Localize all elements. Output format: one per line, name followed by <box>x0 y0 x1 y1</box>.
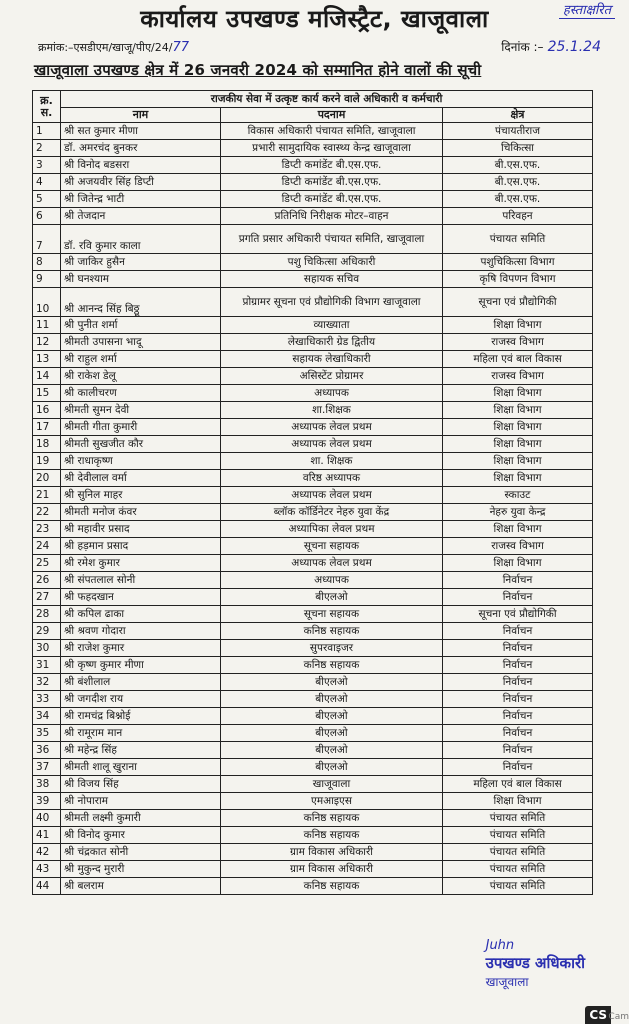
row-sn: 36 <box>33 742 61 759</box>
row-name: श्री महावीर प्रसाद <box>61 521 221 538</box>
table-row <box>33 589 593 606</box>
row-name: श्री राधाकृष्ण <box>61 453 221 470</box>
table-row <box>33 555 593 572</box>
table-body <box>33 123 593 895</box>
table-row <box>33 351 593 368</box>
row-sn: 13 <box>33 351 61 368</box>
row-area: पंचायत समिति <box>443 827 593 844</box>
table-row <box>33 623 593 640</box>
row-area: महिला एवं बाल विकास <box>443 776 593 793</box>
row-name: श्रीमती लक्ष्मी कुमारी <box>61 810 221 827</box>
row-sn: 3 <box>33 157 61 174</box>
table-row <box>33 225 593 254</box>
table-row <box>33 572 593 589</box>
row-name: श्री विनोद कुमार <box>61 827 221 844</box>
row-name: श्री देवीलाल वर्मा <box>61 470 221 487</box>
table-row <box>33 793 593 810</box>
row-designation: डिप्टी कमांडेंट बी.एस.एफ. <box>221 191 443 208</box>
date-line <box>501 38 601 55</box>
row-sn: 14 <box>33 368 61 385</box>
row-area: निर्वाचन <box>443 708 593 725</box>
table-row <box>33 419 593 436</box>
row-designation: एमआइएस <box>221 793 443 810</box>
row-sn: 31 <box>33 657 61 674</box>
row-name: श्री रमेश कुमार <box>61 555 221 572</box>
row-name: श्री पुनीत शर्मा <box>61 317 221 334</box>
row-designation: लेखाधिकारी ग्रेड द्वितीय <box>221 334 443 351</box>
row-sn: 37 <box>33 759 61 776</box>
row-designation: सूचना सहायक <box>221 606 443 623</box>
row-sn: 42 <box>33 844 61 861</box>
row-sn: 10 <box>33 288 61 317</box>
table-row <box>33 288 593 317</box>
row-designation: कनिष्ठ सहायक <box>221 623 443 640</box>
table-row <box>33 254 593 271</box>
row-sn: 15 <box>33 385 61 402</box>
row-area: शिक्षा विभाग <box>443 419 593 436</box>
row-designation: अध्यापक लेवल प्रथम <box>221 487 443 504</box>
row-area: पंचायत समिति <box>443 861 593 878</box>
table-row <box>33 470 593 487</box>
row-designation: बीएलओ <box>221 589 443 606</box>
row-sn: 26 <box>33 572 61 589</box>
row-name: श्री विजय सिंह <box>61 776 221 793</box>
row-designation: डिप्टी कमांडेंट बी.एस.एफ. <box>221 157 443 174</box>
row-sn: 27 <box>33 589 61 606</box>
table-row <box>33 606 593 623</box>
table-row <box>33 691 593 708</box>
signatory-place: खाजूवाला <box>485 975 529 989</box>
row-area: बी.एस.एफ. <box>443 157 593 174</box>
row-sn: 21 <box>33 487 61 504</box>
row-area: निर्वाचन <box>443 657 593 674</box>
row-designation: वरिष्ठ अध्यापक <box>221 470 443 487</box>
row-sn: 34 <box>33 708 61 725</box>
row-designation: प्रतिनिधि निरीक्षक मोटर–वाहन <box>221 208 443 225</box>
row-sn: 28 <box>33 606 61 623</box>
row-area: निर्वाचन <box>443 572 593 589</box>
row-name: श्री आनन्द सिंह बिठ्ठू <box>61 288 221 317</box>
row-designation: बीएलओ <box>221 708 443 725</box>
row-name: श्री कृष्ण कुमार मीणा <box>61 657 221 674</box>
row-sn: 38 <box>33 776 61 793</box>
row-name: श्री महेन्द्र सिंह <box>61 742 221 759</box>
row-designation: डिप्टी कमांडेंट बी.एस.एफ. <box>221 174 443 191</box>
row-area: शिक्षा विभाग <box>443 793 593 810</box>
row-designation: ग्राम विकास अधिकारी <box>221 861 443 878</box>
row-designation: अध्यापक लेवल प्रथम <box>221 436 443 453</box>
row-name: श्री जाकिर हुसैन <box>61 254 221 271</box>
table-row <box>33 334 593 351</box>
row-area: सूचना एवं प्रौद्योगिकी <box>443 288 593 317</box>
table-row <box>33 157 593 174</box>
row-sn: 19 <box>33 453 61 470</box>
signatory-role: उपखण्ड अधिकारी <box>485 954 585 972</box>
table-row <box>33 453 593 470</box>
table-row <box>33 368 593 385</box>
table-row <box>33 742 593 759</box>
row-name: श्री कालीचरण <box>61 385 221 402</box>
row-area: शिक्षा विभाग <box>443 470 593 487</box>
row-area: निर्वाचन <box>443 742 593 759</box>
row-sn: 6 <box>33 208 61 225</box>
row-name: श्री विनोद बडसरा <box>61 157 221 174</box>
row-name: श्रीमती उपासना भादू <box>61 334 221 351</box>
row-designation: अध्यापिका लेवल प्रथम <box>221 521 443 538</box>
row-designation: बीएलओ <box>221 742 443 759</box>
row-sn: 23 <box>33 521 61 538</box>
table-row <box>33 402 593 419</box>
row-area: पंचायत समिति <box>443 878 593 895</box>
row-designation: अध्यापक <box>221 572 443 589</box>
row-sn: 44 <box>33 878 61 895</box>
table-row <box>33 271 593 288</box>
row-sn: 29 <box>33 623 61 640</box>
table-row <box>33 123 593 140</box>
row-designation: प्रगति प्रसार अधिकारी पंचायत समिति, खाजूवाला <box>221 225 443 254</box>
row-name: श्री मुकुन्द मुरारी <box>61 861 221 878</box>
row-name: श्री नोपाराम <box>61 793 221 810</box>
table-row <box>33 487 593 504</box>
row-sn: 22 <box>33 504 61 521</box>
header-designation: पदनाम <box>221 108 443 123</box>
row-designation: कनिष्ठ सहायक <box>221 657 443 674</box>
row-area: निर्वाचन <box>443 674 593 691</box>
row-area: शिक्षा विभाग <box>443 402 593 419</box>
row-name: श्रीमती गीता कुमारी <box>61 419 221 436</box>
row-area: बी.एस.एफ. <box>443 191 593 208</box>
row-area: निर्वाचन <box>443 725 593 742</box>
reference-prefix: क्रमांक:–एसडीएम/खाजू/पीए/24/ <box>38 41 173 54</box>
table-row <box>33 140 593 157</box>
table-header-row <box>33 108 593 123</box>
row-name: श्री कपिल ढाका <box>61 606 221 623</box>
row-sn: 24 <box>33 538 61 555</box>
row-designation: असिस्टेंट प्रोग्रामर <box>221 368 443 385</box>
row-designation: कनिष्ठ सहायक <box>221 878 443 895</box>
row-area: निर्वाचन <box>443 640 593 657</box>
header-area: क्षेत्र <box>443 108 593 123</box>
row-name: श्री राकेश डेलू <box>61 368 221 385</box>
row-designation: शा.शिक्षक <box>221 402 443 419</box>
row-designation: ब्लॉक कॉर्डिनेटर नेहरु युवा केंद्र <box>221 504 443 521</box>
row-sn: 39 <box>33 793 61 810</box>
signature-scrawl: Juhn <box>485 938 515 953</box>
row-designation: अध्यापक लेवल प्रथम <box>221 419 443 436</box>
row-sn: 1 <box>33 123 61 140</box>
row-designation: बीएलओ <box>221 725 443 742</box>
row-area: कृषि विपणन विभाग <box>443 271 593 288</box>
table-row <box>33 657 593 674</box>
row-sn: 2 <box>33 140 61 157</box>
table-row <box>33 174 593 191</box>
row-designation: बीएलओ <box>221 759 443 776</box>
camscanner-text: Cam <box>608 1012 629 1022</box>
table-row <box>33 810 593 827</box>
row-sn: 33 <box>33 691 61 708</box>
row-designation: बीएलओ <box>221 674 443 691</box>
date-label: दिनांक :– <box>501 40 544 54</box>
table-row <box>33 708 593 725</box>
row-designation: सहायक सचिव <box>221 271 443 288</box>
row-sn: 5 <box>33 191 61 208</box>
table-row <box>33 191 593 208</box>
honorees-table <box>32 90 593 895</box>
row-name: श्रीमती सुखजीत कौर <box>61 436 221 453</box>
row-sn: 8 <box>33 254 61 271</box>
row-area: महिला एवं बाल विकास <box>443 351 593 368</box>
row-sn: 40 <box>33 810 61 827</box>
row-name: श्रीमती मनोज कंवर <box>61 504 221 521</box>
date-value: 25.1.24 <box>547 39 601 55</box>
table-row <box>33 385 593 402</box>
row-name: श्रीमती सुमन देवी <box>61 402 221 419</box>
row-name: श्री फहदखान <box>61 589 221 606</box>
table-row <box>33 640 593 657</box>
row-name: डॉ. अमरचंद बुनकर <box>61 140 221 157</box>
row-area: शिक्षा विभाग <box>443 555 593 572</box>
header-name: नाम <box>61 108 221 123</box>
row-area: निर्वाचन <box>443 623 593 640</box>
row-name: श्री जितेन्द्र भाटी <box>61 191 221 208</box>
row-area: स्काउट <box>443 487 593 504</box>
row-name: श्री तेजदान <box>61 208 221 225</box>
row-designation: कनिष्ठ सहायक <box>221 810 443 827</box>
row-area: बी.एस.एफ. <box>443 174 593 191</box>
row-sn: 7 <box>33 225 61 254</box>
table-caption-row <box>33 91 593 108</box>
row-sn: 35 <box>33 725 61 742</box>
row-name: श्री बंशीलाल <box>61 674 221 691</box>
table-row <box>33 844 593 861</box>
row-area: चिकित्सा <box>443 140 593 157</box>
row-area: शिक्षा विभाग <box>443 317 593 334</box>
row-area: निर्वाचन <box>443 589 593 606</box>
row-area: राजस्व विभाग <box>443 334 593 351</box>
corner-stamp: हस्ताक्षरित <box>559 0 615 19</box>
table-row <box>33 674 593 691</box>
row-name: श्री रामूराम मान <box>61 725 221 742</box>
row-name: श्री अजयवीर सिंह डिप्टी <box>61 174 221 191</box>
row-area: राजस्व विभाग <box>443 368 593 385</box>
row-area: निर्वाचन <box>443 759 593 776</box>
table-row <box>33 317 593 334</box>
row-sn: 16 <box>33 402 61 419</box>
row-sn: 11 <box>33 317 61 334</box>
row-sn: 9 <box>33 271 61 288</box>
row-name: श्री बलराम <box>61 878 221 895</box>
table-row <box>33 208 593 225</box>
row-area: शिक्षा विभाग <box>443 521 593 538</box>
row-designation: बीएलओ <box>221 691 443 708</box>
row-area: निर्वाचन <box>443 691 593 708</box>
row-designation: प्रोग्रामर सूचना एवं प्रौद्योगिकी विभाग खाजूवाला <box>221 288 443 317</box>
row-sn: 30 <box>33 640 61 657</box>
reference-number <box>38 40 189 55</box>
row-sn: 43 <box>33 861 61 878</box>
table-row <box>33 827 593 844</box>
row-name: श्री श्रवण गोदारा <box>61 623 221 640</box>
row-designation: व्याख्याता <box>221 317 443 334</box>
table-row <box>33 861 593 878</box>
row-designation: सूचना सहायक <box>221 538 443 555</box>
row-area: पंचायत समिति <box>443 844 593 861</box>
table-row <box>33 436 593 453</box>
row-name: श्रीमती शालू खुराना <box>61 759 221 776</box>
row-name: श्री हड़मान प्रसाद <box>61 538 221 555</box>
row-designation: कनिष्ठ सहायक <box>221 827 443 844</box>
row-sn: 12 <box>33 334 61 351</box>
row-name: डॉ. रवि कुमार काला <box>61 225 221 254</box>
row-designation: ग्राम विकास अधिकारी <box>221 844 443 861</box>
row-area: पंचायत समिति <box>443 225 593 254</box>
row-sn: 17 <box>33 419 61 436</box>
row-name: श्री राजेश कुमार <box>61 640 221 657</box>
camscanner-logo: CS <box>585 1006 611 1024</box>
table-caption: राजकीय सेवा में उत्कृष्ट कार्य करने वाले अधिकारी व कर्मचारी <box>61 91 593 108</box>
row-designation: शा. शिक्षक <box>221 453 443 470</box>
signature-block <box>486 938 585 990</box>
row-name: श्री सुनिल माहर <box>61 487 221 504</box>
office-title: कार्यालय उपखण्ड मजिस्ट्रैट, खाजूवाला <box>140 5 489 33</box>
row-designation: विकास अधिकारी पंचायत समिति, खाजूवाला <box>221 123 443 140</box>
row-area: राजस्व विभाग <box>443 538 593 555</box>
row-designation: अध्यापक <box>221 385 443 402</box>
row-area: शिक्षा विभाग <box>443 453 593 470</box>
table-row <box>33 776 593 793</box>
row-sn: 25 <box>33 555 61 572</box>
row-sn: 20 <box>33 470 61 487</box>
row-name: श्री चंद्रकात सोनी <box>61 844 221 861</box>
row-designation: अध्यापक लेवल प्रथम <box>221 555 443 572</box>
row-name: श्री जगदीश राय <box>61 691 221 708</box>
row-designation: पशु चिकित्सा अधिकारी <box>221 254 443 271</box>
row-sn: 4 <box>33 174 61 191</box>
row-designation: खाजूवाला <box>221 776 443 793</box>
row-area: पंचायतीराज <box>443 123 593 140</box>
row-name: श्री राहुल शर्मा <box>61 351 221 368</box>
row-designation: सुपरवाइजर <box>221 640 443 657</box>
row-area: शिक्षा विभाग <box>443 385 593 402</box>
row-name: श्री सत कुमार मीणा <box>61 123 221 140</box>
row-name: श्री घनश्याम <box>61 271 221 288</box>
row-sn: 41 <box>33 827 61 844</box>
row-name: श्री रामचंद्र बिश्नोई <box>61 708 221 725</box>
table-row <box>33 759 593 776</box>
row-area: पशुचिकित्सा विभाग <box>443 254 593 271</box>
row-sn: 32 <box>33 674 61 691</box>
table-row <box>33 521 593 538</box>
row-area: पंचायत समिति <box>443 810 593 827</box>
table-row <box>33 725 593 742</box>
row-area: नेहरु युवा केन्द्र <box>443 504 593 521</box>
row-sn: 18 <box>33 436 61 453</box>
table-row <box>33 538 593 555</box>
row-designation: सहायक लेखाधिकारी <box>221 351 443 368</box>
row-name: श्री संपतलाल सोनी <box>61 572 221 589</box>
table-row <box>33 878 593 895</box>
row-designation: प्रभारी सामुदायिक स्वास्थ्य केन्द्र खाजूवाला <box>221 140 443 157</box>
row-area: परिवहन <box>443 208 593 225</box>
header-sn: क्र. स. <box>33 91 61 123</box>
row-area: सूचना एवं प्रौद्योगिकी <box>443 606 593 623</box>
document-subject: खाजूवाला उपखण्ड क्षेत्र में 26 जनवरी 2024 को सम्मानित होने वालों की सूची <box>34 61 482 79</box>
row-area: शिक्षा विभाग <box>443 436 593 453</box>
reference-handwritten-number: 77 <box>172 40 189 55</box>
table-row <box>33 504 593 521</box>
